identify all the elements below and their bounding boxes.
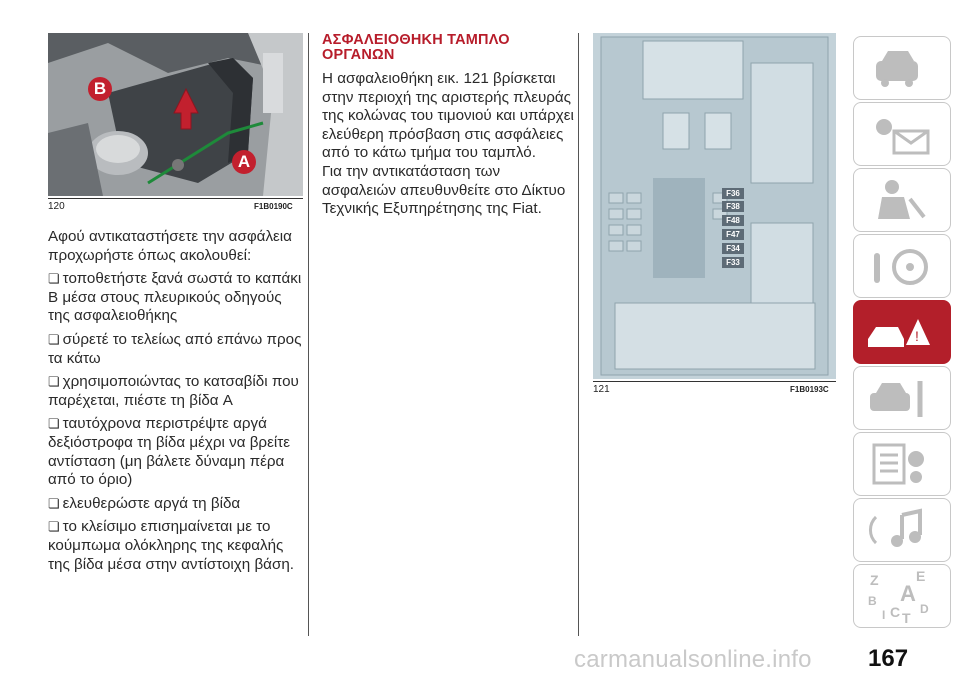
fuse-f47: F47 — [722, 229, 744, 240]
steering-wheel-key-icon — [854, 235, 950, 297]
car-icon — [854, 37, 950, 99]
tab-servicing-and-care[interactable] — [853, 366, 951, 430]
figure-121-rule — [593, 381, 836, 382]
fuse-box-illustration — [593, 33, 836, 379]
figure-121 — [593, 33, 836, 379]
callout-b: B — [88, 77, 112, 101]
step-4: ❏ ταυτόχρονα περιστρέψτε αργά δεξιόστροφα τη βίδα μέχρι να βρείτε αντίσταση (μη βάλετε δύναμη πέρα από το όριο) — [48, 415, 306, 489]
tab-vehicle-knowledge[interactable] — [853, 36, 951, 100]
fuse-f34: F34 — [722, 243, 744, 254]
warning-light-envelope-icon — [854, 103, 950, 165]
callout-a: A — [232, 150, 256, 174]
intro-paragraph: Αφού αντικαταστήσετε την ασφάλεια προχωρήστε όπως ακολουθεί: — [48, 228, 292, 264]
tab-safety[interactable] — [853, 168, 951, 232]
figure-120-number: 120 — [48, 201, 65, 212]
index-letter-e: E — [916, 568, 926, 584]
index-letter-a: A — [900, 581, 916, 606]
step-2: ❏ σύρετέ το τελείως από επάνω προς τα κάτω — [48, 331, 306, 368]
figure-120-code: F1B0190C — [254, 202, 293, 211]
fuse-f36: F36 — [722, 188, 744, 199]
index-letter-d: D — [920, 602, 929, 616]
middle-column-text — [322, 70, 574, 224]
index-letter-i: I — [882, 608, 886, 622]
figure-120 — [48, 33, 303, 196]
tab-starting-and-driving[interactable] — [853, 234, 951, 298]
index-letter-z: Z — [870, 572, 879, 588]
index-letter-t: T — [902, 610, 911, 626]
page-number: 167 — [868, 645, 909, 672]
fuse-box-location-paragraph: Η ασφαλειοθήκη εικ. 121 βρίσκεται στην περιοχή της αριστερής πλευράς της κολώνας του τιμονιού και υπάρχει ελεύθερη πρόσβαση στις ασφάλειες από το κάτω τμήμα του ταμπλό. — [322, 70, 574, 162]
left-column-text — [48, 228, 306, 579]
car-wrench-icon — [854, 367, 950, 429]
step-5: ❏ ελευθερώστε αργά τη βίδα — [48, 495, 306, 514]
engine-bay-illustration — [48, 33, 303, 196]
tab-index[interactable] — [853, 564, 951, 628]
step-6: ❏ το κλείσιμο επισημαίνεται με το κούμπωμα ολόκληρης της κεφαλής της βίδα μέσα στην αντίστοιχη βάση. — [48, 518, 306, 574]
section-heading: ΑΣΦΑΛΕΙΟΘΗΚΗ ΤΑΜΠΛΟ ΟΡΓΑΝΩΝ — [322, 32, 510, 63]
fuse-f38: F38 — [722, 201, 744, 212]
column-divider-2 — [578, 33, 579, 636]
figure-121-number: 121 — [593, 384, 610, 395]
watermark: carmanualsonline.info — [574, 646, 812, 673]
seatbelt-person-icon — [854, 169, 950, 231]
figure-121-code: F1B0193C — [790, 385, 829, 394]
tab-technical-data[interactable] — [853, 432, 951, 496]
svg-text:!: ! — [915, 328, 919, 344]
step-3: ❏ χρησιμοποιώντας το κατσαβίδι που παρέχεται, πιέστε τη βίδα A — [48, 373, 306, 410]
index-letter-c: C — [890, 604, 901, 620]
alphabet-index-icon — [854, 565, 950, 627]
figure-120-rule — [48, 198, 303, 199]
index-letter-b: B — [868, 594, 877, 608]
fuse-f33: F33 — [722, 257, 744, 268]
tab-in-an-emergency[interactable] — [853, 300, 951, 364]
list-gears-icon — [854, 433, 950, 495]
fuse-replacement-paragraph: Για την αντικατάσταση των ασφαλειών απευθυνθείτε στο Δίκτυο Τεχνικής Εξυπηρέτησης της Fiat. — [322, 162, 566, 218]
emergency-car-icon — [854, 301, 950, 363]
column-divider-1 — [308, 33, 309, 636]
tab-lights-and-warnings[interactable] — [853, 102, 951, 166]
fuse-f48: F48 — [722, 215, 744, 226]
step-1: ❏ τοποθετήστε ξανά σωστά το καπάκι B μέσα στους πλευρικούς οδηγούς της ασφαλειοθήκης — [48, 270, 306, 326]
tab-multimedia[interactable] — [853, 498, 951, 562]
music-signal-icon — [854, 499, 950, 561]
